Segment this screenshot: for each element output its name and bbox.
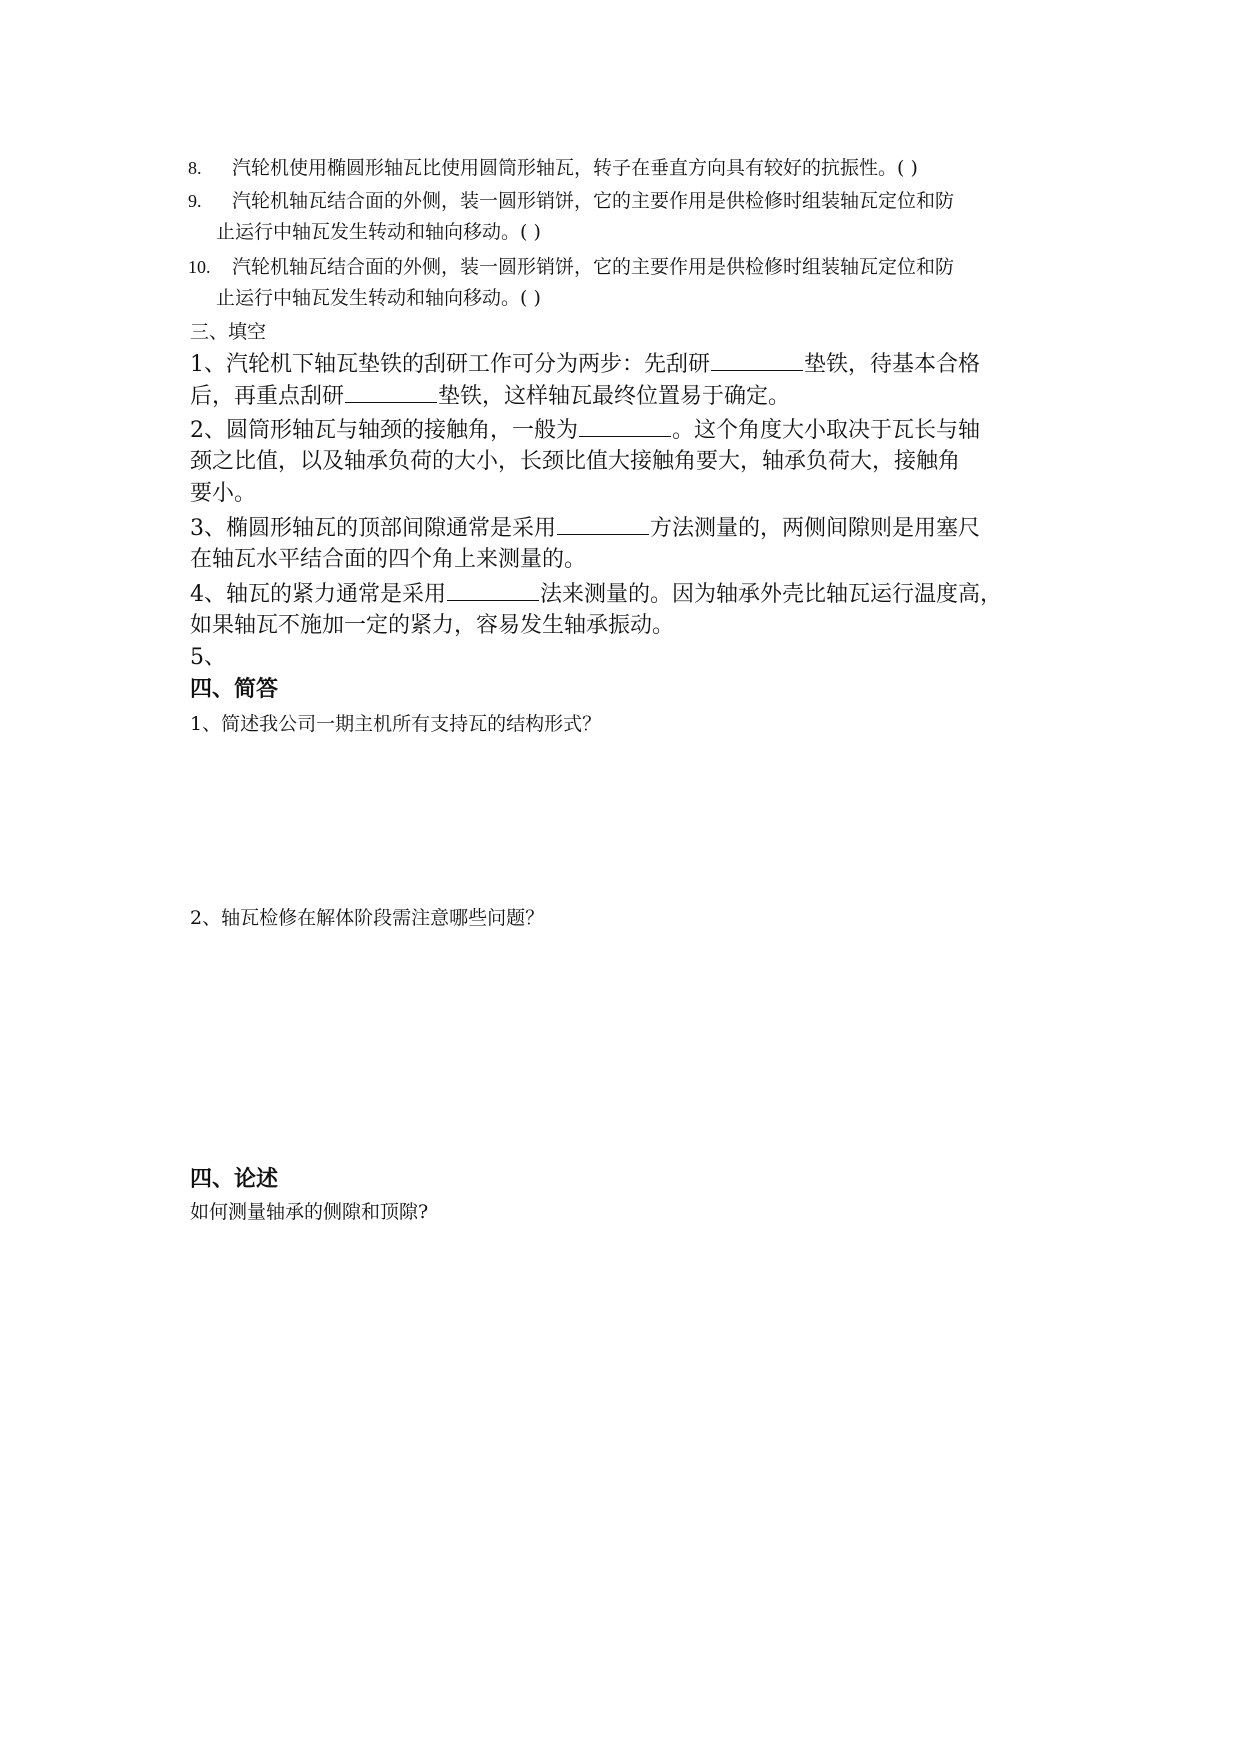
fill-q3-line-1: 3、椭圆形轴瓦的顶部间隙通常是采用 方法测量的，两侧间隙则是用塞尺: [190, 512, 980, 545]
item-number: 10.: [188, 257, 211, 277]
answer-area[interactable]: [190, 1235, 1070, 1675]
answer-blank[interactable]: [579, 414, 671, 437]
judgement-item-10-line-1: 汽轮机轴瓦结合面的外侧，装一圆形销饼，它的主要作用是供检修时组装轴瓦定位和防: [232, 256, 955, 278]
item-number: 9.: [188, 191, 202, 211]
fill-q2-line-3: 要小。: [190, 481, 257, 506]
fill-q4-line-2: 如果轴瓦不施加一定的紧力，容易发生轴承振动。: [190, 613, 675, 638]
answer-blank[interactable]: [447, 578, 539, 601]
answer-blank[interactable]: [711, 348, 803, 371]
item-number: 8.: [188, 158, 202, 178]
short-answer-q1: 1、简述我公司一期主机所有支持瓦的结构形式？: [190, 713, 602, 735]
judgement-item-9-line-1: 汽轮机轴瓦结合面的外侧，装一圆形销饼，它的主要作用是供检修时组装轴瓦定位和防: [232, 190, 955, 212]
section-heading-essay: 四、论述: [190, 1166, 279, 1192]
judgement-item-8: 汽轮机使用椭圆形轴瓦比使用圆筒形轴瓦，转子在垂直方向具有较好的抗振性。( ): [232, 157, 918, 179]
fill-q1-line-2: 后，再重点刮研 垫铁，这样轴瓦最终位置易于确定。: [190, 380, 790, 413]
answer-blank[interactable]: [557, 512, 649, 535]
answer-area[interactable]: [190, 940, 1070, 1150]
fill-q3-line-2: 在轴瓦水平结合面的四个角上来测量的。: [190, 547, 587, 572]
answer-blank[interactable]: [345, 380, 437, 403]
fill-q4-line-1: 4、轴瓦的紧力通常是采用 法来测量的。因为轴承外壳比轴瓦运行温度高，: [190, 578, 1002, 611]
fill-q5: 5、: [190, 645, 226, 670]
section-heading-short-answer: 四、简答: [190, 676, 279, 702]
short-answer-q2: 2、轴瓦检修在解体阶段需注意哪些问题？: [190, 907, 545, 929]
judgement-item-9-line-2: 止运行中轴瓦发生转动和轴向移动。( ): [216, 221, 541, 243]
fill-q2-line-2: 颈之比值，以及轴承负荷的大小，长颈比值大接触角要大，轴承负荷大，接触角: [190, 449, 961, 474]
essay-q1: 如何测量轴承的侧隙和顶隙?: [190, 1201, 429, 1223]
answer-area[interactable]: [190, 745, 1070, 895]
section-heading-fill: 三、填空: [190, 321, 267, 343]
judgement-item-10-line-2: 止运行中轴瓦发生转动和轴向移动。( ): [216, 287, 541, 309]
fill-q1-line-1: 1、汽轮机下轴瓦垫铁的刮研工作可分为两步：先刮研 垫铁，待基本合格: [190, 348, 980, 381]
fill-q2-line-1: 2、圆筒形轴瓦与轴颈的接触角，一般为 。这个角度大小取决于瓦长与轴: [190, 414, 980, 447]
